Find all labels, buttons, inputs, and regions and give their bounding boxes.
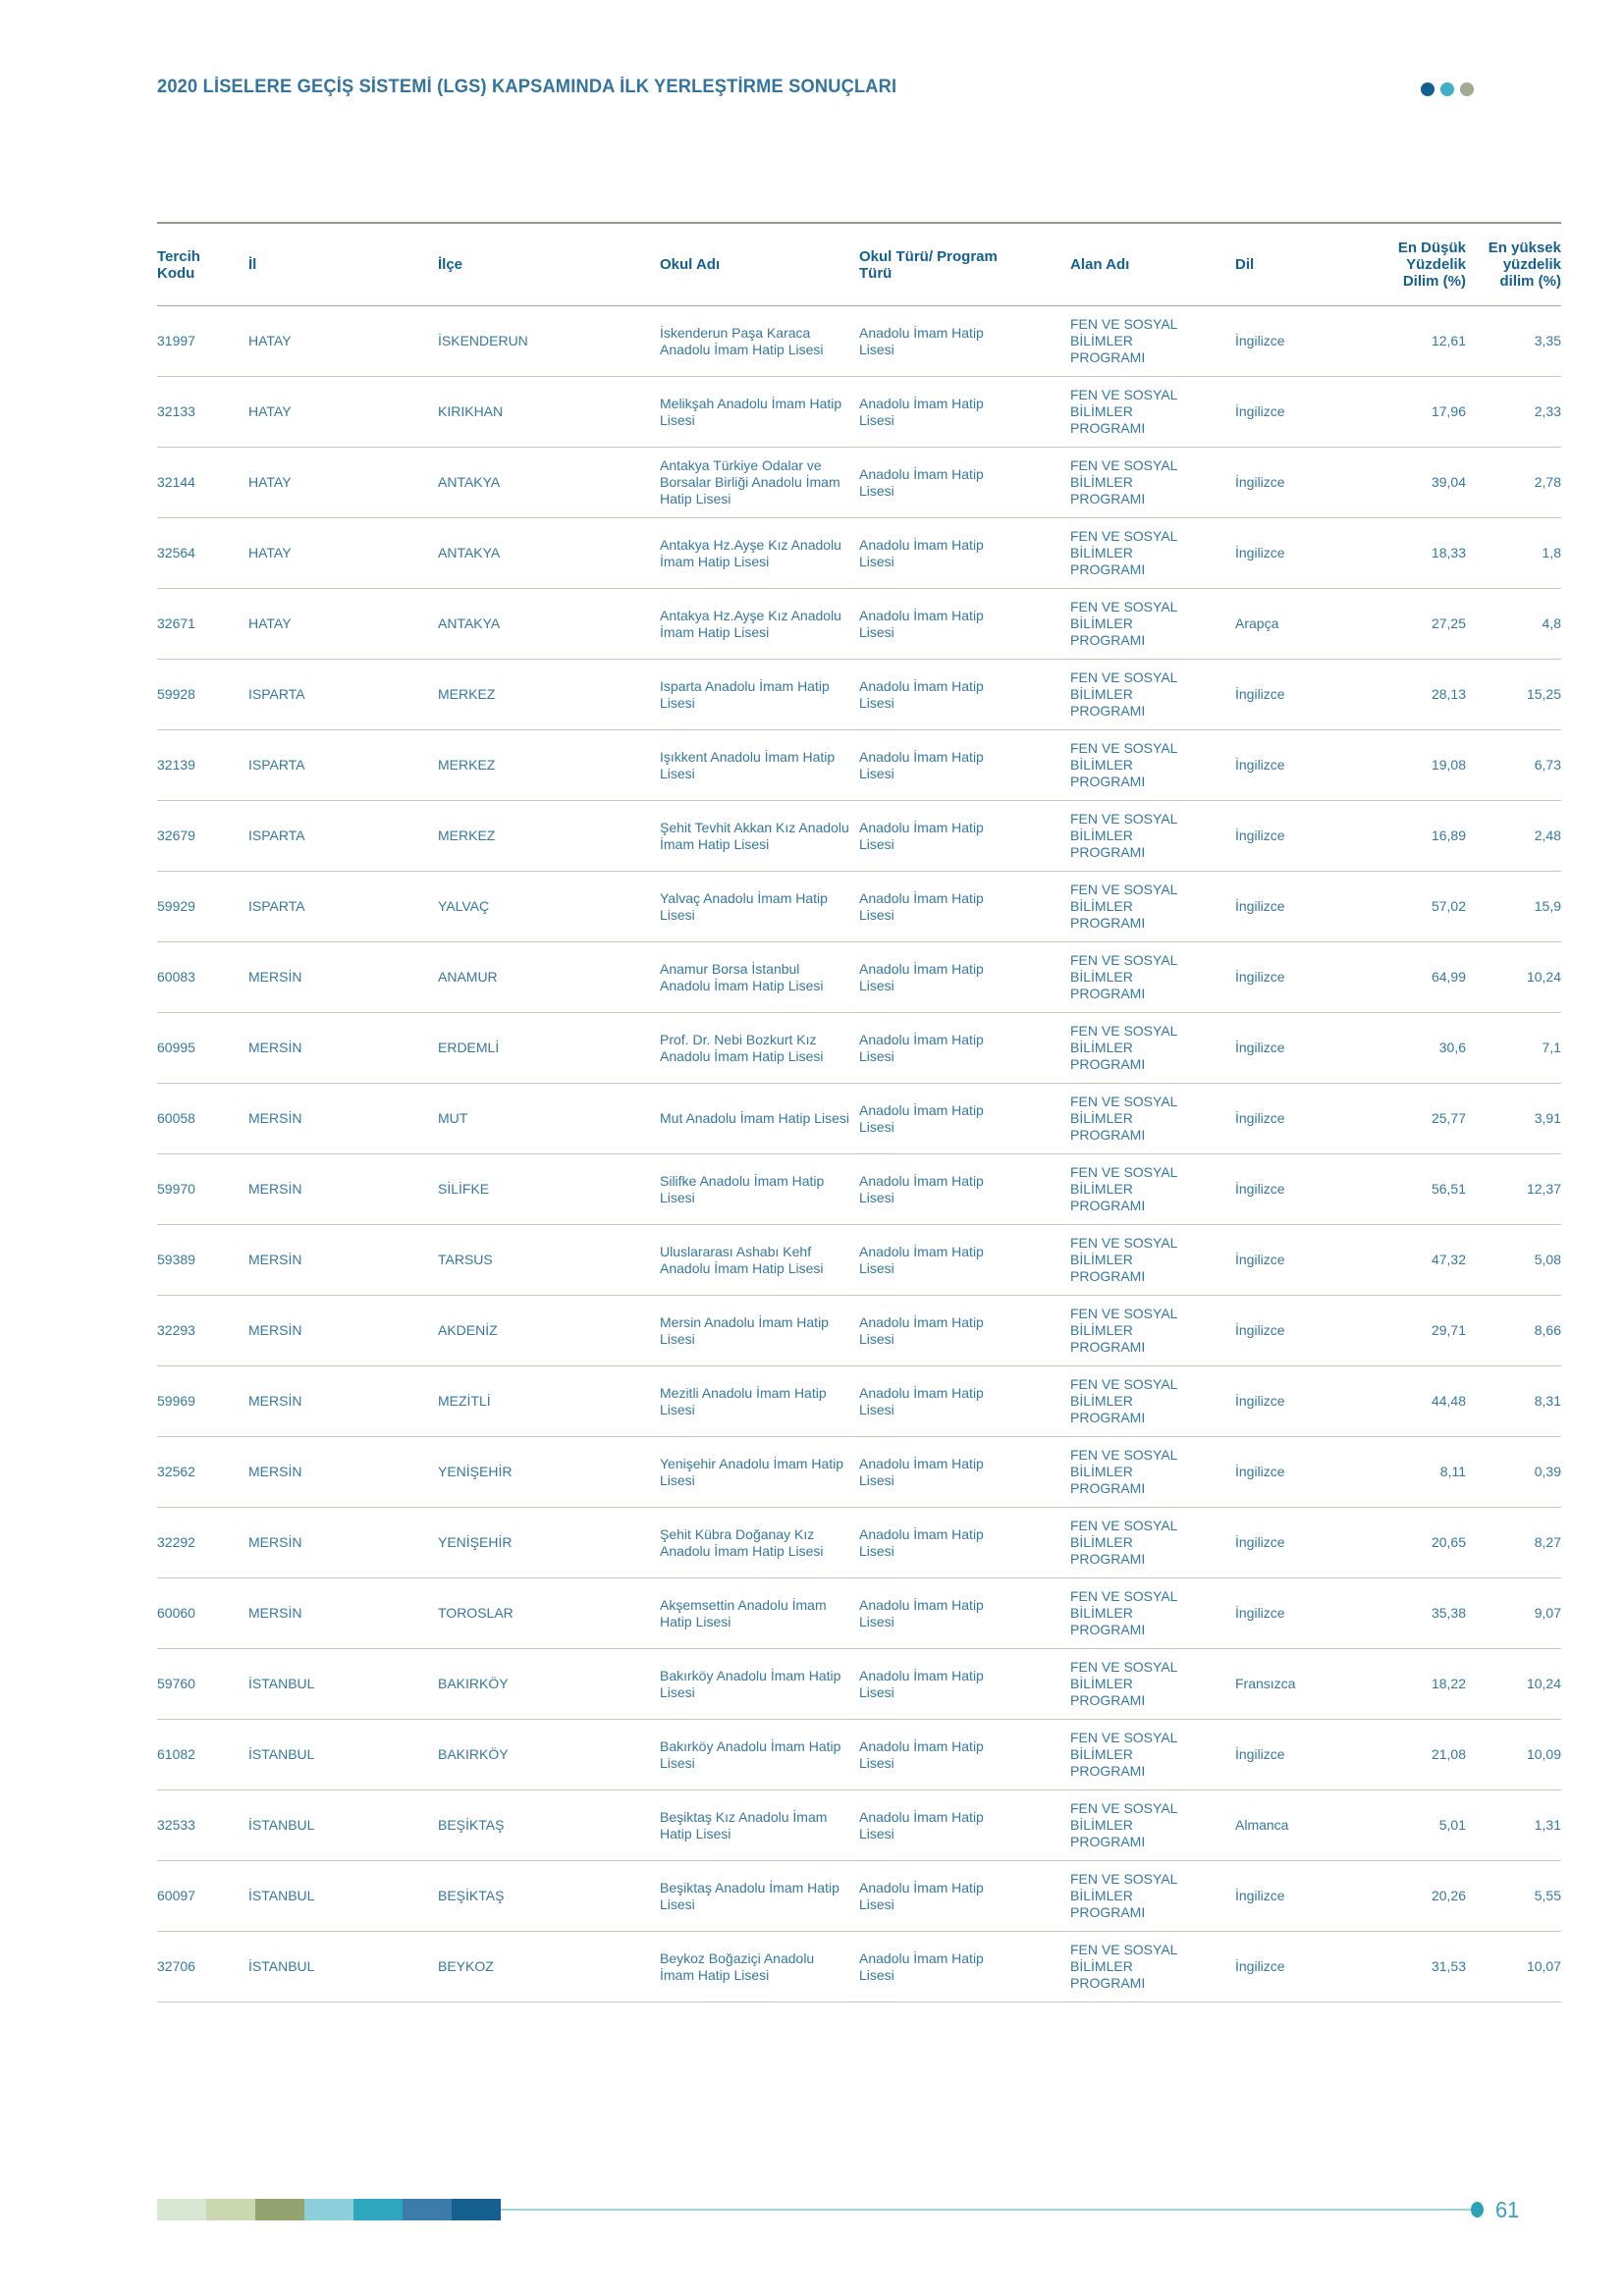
table-cell: TARSUS [438,1252,493,1267]
table-cell: İngilizce [1235,1110,1285,1126]
table-cell: Anadolu İmam Hatip Lisesi [859,1667,984,1700]
table-cell: 7,1 [1542,1040,1561,1055]
table-cell: FEN VE SOSYAL BİLİMLER PROGRAMI [1070,1164,1177,1213]
table-row [157,942,1561,1013]
table-cell: MERSİN [248,1393,302,1409]
table-row [157,1296,1561,1366]
table-cell: ISPARTA [248,828,305,843]
table-cell: Antakya Türkiye Odalar ve Borsalar Birliği Anadolu İmam Hatip Lisesi [660,457,840,507]
table-cell: FEN VE SOSYAL BİLİMLER PROGRAMI [1070,1235,1177,1284]
table-cell: 10,07 [1526,1958,1561,1974]
table-cell: 27,25 [1431,615,1466,631]
table-cell: İngilizce [1235,1958,1285,1974]
table-cell: 8,11 [1439,1464,1466,1479]
table-cell: Beykoz Boğaziçi Anadolu İmam Hatip Lisesi [660,1949,815,1983]
table-cell: 59970 [157,1181,195,1197]
table-cell: İngilizce [1235,1464,1285,1479]
table-cell: AKDENİZ [438,1322,498,1338]
table-header [157,223,1561,306]
table-cell: ANTAKYA [438,474,501,490]
table-cell: Akşemsettin Anadolu İmam Hatip Lisesi [660,1596,827,1629]
table-cell: FEN VE SOSYAL BİLİMLER PROGRAMI [1070,669,1177,719]
column-header: İl [248,256,257,273]
table-row [157,1225,1561,1296]
table-cell: Antakya Hz.Ayşe Kız Anadolu İmam Hatip Lisesi [660,536,841,569]
table-cell: Anadolu İmam Hatip Lisesi [859,607,984,640]
table-cell: FEN VE SOSYAL BİLİMLER PROGRAMI [1070,457,1177,507]
table-cell: 60083 [157,969,195,985]
table-cell: 35,38 [1431,1605,1466,1621]
table-cell: 29,71 [1431,1322,1466,1338]
table-cell: 32533 [157,1817,195,1833]
table-cell: ERDEMLİ [438,1040,500,1055]
table-cell: Şehit Kübra Doğanay Kız Anadolu İmam Hatip Lisesi [660,1525,824,1559]
table-cell: Anadolu İmam Hatip Lisesi [859,1313,984,1347]
column-header: Alan Adı [1070,256,1130,273]
table-cell: Yalvaç Anadolu İmam Hatip Lisesi [660,889,828,923]
table-cell: YENİŞEHİR [438,1534,513,1550]
table-cell: 32139 [157,757,195,773]
table-cell: FEN VE SOSYAL BİLİMLER PROGRAMI [1070,387,1177,436]
table-cell: 60097 [157,1888,195,1903]
table-cell: BEŞİKTAŞ [438,1817,505,1833]
table-cell: MERSİN [248,1110,302,1126]
table-cell: 10,24 [1526,1676,1561,1691]
table-cell: 64,99 [1431,969,1466,985]
table-row [157,1508,1561,1578]
table-row [157,1437,1561,1508]
table-cell: MERSİN [248,1322,302,1338]
table-cell: İSKENDERUN [438,333,528,348]
table-cell: FEN VE SOSYAL BİLİMLER PROGRAMI [1070,316,1177,365]
table-row [157,730,1561,801]
table-cell: İSTANBUL [248,1676,315,1691]
table-cell: MERSİN [248,1464,302,1479]
table-cell: 19,08 [1431,757,1466,773]
table-cell: İngilizce [1235,1534,1285,1550]
table-cell: FEN VE SOSYAL BİLİMLER PROGRAMI [1070,952,1177,1001]
table-cell: YENİŞEHİR [438,1464,513,1479]
table-cell: TOROSLAR [438,1605,514,1621]
table-cell: KIRIKHAN [438,403,504,419]
table-cell: FEN VE SOSYAL BİLİMLER PROGRAMI [1070,1800,1177,1849]
table-cell: 20,26 [1431,1888,1466,1903]
table-row [157,448,1561,518]
table-cell: 1,31 [1534,1817,1561,1833]
table-cell: Beşiktaş Anadolu İmam Hatip Lisesi [660,1879,839,1912]
table-cell: Isparta Anadolu İmam Hatip Lisesi [660,677,830,711]
table-cell: BEŞİKTAŞ [438,1888,505,1903]
table-cell: 28,13 [1431,686,1466,702]
table-cell: İngilizce [1235,686,1285,702]
table-cell: 18,22 [1431,1676,1466,1691]
table-cell: 60995 [157,1040,195,1055]
table-cell: MERKEZ [438,686,496,702]
table-cell: ANAMUR [438,969,498,985]
table-cell: İngilizce [1235,828,1285,843]
table-cell: 10,09 [1526,1746,1561,1762]
table-cell: Almanca [1235,1817,1289,1833]
table-cell: Fransızca [1235,1676,1296,1691]
color-bar-segment [304,2199,353,2220]
table-cell: 32292 [157,1534,195,1550]
table-cell: Uluslararası Ashabı Kehf Anadolu İmam Hatip Lisesi [660,1243,824,1276]
table-cell: 12,37 [1526,1181,1561,1197]
table-cell: 12,61 [1431,333,1466,348]
table-cell: İngilizce [1235,1322,1285,1338]
table-cell: BEYKOZ [438,1958,494,1974]
column-header: Dil [1235,256,1255,273]
table-cell: Anadolu İmam Hatip Lisesi [859,1101,984,1135]
table-cell: İSTANBUL [248,1746,315,1762]
table-cell: Anadolu İmam Hatip Lisesi [859,1172,984,1205]
table-cell: 5,55 [1534,1888,1561,1903]
table-cell: 2,78 [1534,474,1561,490]
table-cell: HATAY [248,545,292,561]
table-cell: İskenderun Paşa Karaca Anadolu İmam Hatip Lisesi [660,324,824,357]
table-cell: 18,33 [1431,545,1466,561]
table-cell: 59389 [157,1252,195,1267]
table-cell: 39,04 [1431,474,1466,490]
table-row [157,1084,1561,1154]
table-cell: 32671 [157,615,195,631]
table-cell: Işıkkent Anadolu İmam Hatip Lisesi [660,748,836,781]
table-cell: Anadolu İmam Hatip Lisesi [859,1596,984,1629]
table-cell: 31,53 [1431,1958,1466,1974]
footer-rule-line [501,2209,1471,2211]
table-row [157,1932,1561,2002]
table-cell: 32144 [157,474,195,490]
header-dots-decoration [1421,82,1474,96]
table-cell: Silifke Anadolu İmam Hatip Lisesi [660,1172,825,1205]
table-cell: Anadolu İmam Hatip Lisesi [859,889,984,923]
table-row [157,1154,1561,1225]
color-bar-segment [206,2199,255,2220]
table-row [157,1013,1561,1084]
table-cell: FEN VE SOSYAL BİLİMLER PROGRAMI [1070,528,1177,577]
column-header: En Düşük Yüzdelik Dilim (%) [1397,240,1466,290]
table-cell: Anadolu İmam Hatip Lisesi [859,677,984,711]
table-cell: Anadolu İmam Hatip Lisesi [859,1455,984,1488]
table-cell: 2,48 [1534,828,1561,843]
table-cell: 32679 [157,828,195,843]
table-cell: ANTAKYA [438,615,501,631]
color-bar-segment [353,2199,403,2220]
table-cell: 47,32 [1431,1252,1466,1267]
table-cell: ANTAKYA [438,545,501,561]
table-cell: MERSİN [248,1605,302,1621]
table-cell: 5,08 [1534,1252,1561,1267]
table-cell: Anadolu İmam Hatip Lisesi [859,1949,984,1983]
table-cell: Mezitli Anadolu İmam Hatip Lisesi [660,1384,827,1417]
table-cell: İngilizce [1235,969,1285,985]
table-cell: İngilizce [1235,474,1285,490]
table-cell: FEN VE SOSYAL BİLİMLER PROGRAMI [1070,599,1177,648]
table-cell: 32562 [157,1464,195,1479]
table-cell: FEN VE SOSYAL BİLİMLER PROGRAMI [1070,1659,1177,1708]
table-cell: FEN VE SOSYAL BİLİMLER PROGRAMI [1070,1871,1177,1920]
table-cell: İngilizce [1235,898,1285,914]
table-cell: FEN VE SOSYAL BİLİMLER PROGRAMI [1070,1730,1177,1779]
table-cell: 30,6 [1438,1040,1466,1055]
table-cell: 56,51 [1431,1181,1466,1197]
table-row [157,1790,1561,1861]
table-cell: Antakya Hz.Ayşe Kız Anadolu İmam Hatip Lisesi [660,607,841,640]
table-cell: 44,48 [1431,1393,1466,1409]
table-cell: 59929 [157,898,195,914]
placement-results-table [157,222,1561,2002]
table-row [157,1578,1561,1649]
footer-dot-icon [1471,2202,1484,2217]
table-cell: YALVAÇ [438,898,490,914]
table-cell: FEN VE SOSYAL BİLİMLER PROGRAMI [1070,1376,1177,1425]
table-cell: Mut Anadolu İmam Hatip Lisesi [660,1110,849,1126]
table-cell: HATAY [248,333,292,348]
table-cell: 15,9 [1534,898,1561,914]
table-cell: ISPARTA [248,686,305,702]
table-cell: HATAY [248,403,292,419]
table-cell: Anadolu İmam Hatip Lisesi [859,324,984,357]
table-cell: MERSİN [248,969,302,985]
table-cell: Anadolu İmam Hatip Lisesi [859,1384,984,1417]
table-cell: 0,39 [1534,1464,1561,1479]
table-cell: MERSİN [248,1252,302,1267]
table-cell: 59928 [157,686,195,702]
table-cell: MERKEZ [438,757,496,773]
table-row [157,872,1561,942]
table-cell: Beşiktaş Kız Anadolu İmam Hatip Lisesi [660,1808,828,1842]
table-cell: FEN VE SOSYAL BİLİMLER PROGRAMI [1070,1023,1177,1072]
header-dot-icon [1421,82,1435,96]
table-cell: İngilizce [1235,403,1285,419]
table-row [157,306,1561,377]
table-cell: İngilizce [1235,1181,1285,1197]
table-cell: 8,27 [1534,1534,1561,1550]
table-cell: Anadolu İmam Hatip Lisesi [859,1525,984,1559]
table-cell: 10,24 [1526,969,1561,985]
table-row [157,1649,1561,1720]
table-cell: 15,25 [1526,686,1561,702]
column-header: Tercih Kodu [157,247,200,282]
table-cell: Bakırköy Anadolu İmam Hatip Lisesi [660,1737,841,1771]
color-bar-segment [452,2199,501,2220]
table-cell: HATAY [248,474,292,490]
table-cell: Anadolu İmam Hatip Lisesi [859,1031,984,1064]
table-cell: Anadolu İmam Hatip Lisesi [859,536,984,569]
table-cell: FEN VE SOSYAL BİLİMLER PROGRAMI [1070,740,1177,789]
table-cell: 59969 [157,1393,195,1409]
table-cell: FEN VE SOSYAL BİLİMLER PROGRAMI [1070,881,1177,931]
table-cell: 60060 [157,1605,195,1621]
table-cell: MERSİN [248,1534,302,1550]
table-cell: İngilizce [1235,1252,1285,1267]
column-header: İlçe [438,256,463,273]
table-cell: Anadolu İmam Hatip Lisesi [859,1243,984,1276]
color-bar-segment [403,2199,452,2220]
table-row [157,518,1561,589]
table-cell: 32706 [157,1958,195,1974]
table-cell: 21,08 [1431,1746,1466,1762]
table-cell: ISPARTA [248,898,305,914]
table-row [157,377,1561,448]
table-cell: 9,07 [1534,1605,1561,1621]
column-header: En yüksek yüzdelik dilim (%) [1488,240,1561,290]
table-cell: İngilizce [1235,1888,1285,1903]
table-cell: Anadolu İmam Hatip Lisesi [859,465,984,499]
table-cell: FEN VE SOSYAL BİLİMLER PROGRAMI [1070,1942,1177,1991]
table-cell: 8,31 [1534,1393,1561,1409]
table-cell: HATAY [248,615,292,631]
table-cell: MUT [438,1110,468,1126]
table-body [157,306,1561,2002]
table-row [157,1861,1561,1932]
table-cell: 32293 [157,1322,195,1338]
table-cell: 32133 [157,403,195,419]
table-cell: BAKIRKÖY [438,1676,509,1691]
table-cell: İngilizce [1235,1393,1285,1409]
table-cell: Arapça [1235,615,1279,631]
table-cell: BAKIRKÖY [438,1746,509,1762]
table-cell: FEN VE SOSYAL BİLİMLER PROGRAMI [1070,1094,1177,1143]
table-cell: Anadolu İmam Hatip Lisesi [859,960,984,993]
table-cell: İngilizce [1235,1746,1285,1762]
table-cell: Anadolu İmam Hatip Lisesi [859,819,984,852]
table-cell: Anadolu İmam Hatip Lisesi [859,395,984,428]
table-header-row [157,223,1561,306]
table-cell: 6,73 [1534,757,1561,773]
table-cell: ISPARTA [248,757,305,773]
table-cell: 60058 [157,1110,195,1126]
table-cell: FEN VE SOSYAL BİLİMLER PROGRAMI [1070,1588,1177,1637]
table-cell: Mersin Anadolu İmam Hatip Lisesi [660,1313,829,1347]
table-cell: FEN VE SOSYAL BİLİMLER PROGRAMI [1070,1306,1177,1355]
page-title: 2020 LİSELERE GEÇİŞ SİSTEMİ (LGS) KAPSAMINDA İLK YERLEŞTİRME SONUÇLARI [157,77,897,97]
table-cell: Anadolu İmam Hatip Lisesi [859,1879,984,1912]
color-bar-segment [255,2199,304,2220]
header-dot-icon [1440,82,1454,96]
table-row [157,1366,1561,1437]
table-cell: FEN VE SOSYAL BİLİMLER PROGRAMI [1070,1447,1177,1496]
table-cell: İngilizce [1235,545,1285,561]
table-cell: 8,66 [1534,1322,1561,1338]
table-cell: 16,89 [1431,828,1466,843]
table-cell: 5,01 [1438,1817,1466,1833]
table-cell: İSTANBUL [248,1958,315,1974]
table-cell: İngilizce [1235,757,1285,773]
table-cell: Anamur Borsa İstanbul Anadolu İmam Hatip Lisesi [660,960,824,993]
table-cell: Melikşah Anadolu İmam Hatip Lisesi [660,395,842,428]
table-cell: Yenişehir Anadolu İmam Hatip Lisesi [660,1455,844,1488]
table-row [157,589,1561,660]
table-cell: FEN VE SOSYAL BİLİMLER PROGRAMI [1070,811,1177,860]
table-cell: 3,91 [1534,1110,1561,1126]
table-cell: 61082 [157,1746,195,1762]
table-cell: 1,8 [1542,545,1561,561]
table-cell: 17,96 [1431,403,1466,419]
color-bar-segment [157,2199,206,2220]
table-cell: İngilizce [1235,1040,1285,1055]
table-cell: MERSİN [248,1181,302,1197]
table-cell: İSTANBUL [248,1888,315,1903]
table-cell: İngilizce [1235,1605,1285,1621]
table-cell: 4,8 [1542,615,1561,631]
table-cell: MERKEZ [438,828,496,843]
table-cell: Anadolu İmam Hatip Lisesi [859,1737,984,1771]
page-number: 61 [1495,2197,1520,2222]
table-cell: Anadolu İmam Hatip Lisesi [859,748,984,781]
table-cell: İngilizce [1235,333,1285,348]
table-cell: 2,33 [1534,403,1561,419]
table-cell: MEZİTLİ [438,1393,491,1409]
header-dot-icon [1460,82,1474,96]
table-row [157,660,1561,730]
column-header: Okul Adı [660,256,721,273]
table-cell: MERSİN [248,1040,302,1055]
table-cell: 20,65 [1431,1534,1466,1550]
table-cell: Anadolu İmam Hatip Lisesi [859,1808,984,1842]
table-row [157,1720,1561,1790]
table-cell: 3,35 [1534,333,1561,348]
table-cell: Prof. Dr. Nebi Bozkurt Kız Anadolu İmam Hatip Lisesi [660,1031,824,1064]
table-cell: 32564 [157,545,195,561]
table-cell: Bakırköy Anadolu İmam Hatip Lisesi [660,1667,841,1700]
table-cell: Şehit Tevhit Akkan Kız Anadolu İmam Hatip Lisesi [660,819,849,852]
table-cell: İSTANBUL [248,1817,315,1833]
table-cell: SİLİFKE [438,1181,490,1197]
table-cell: 57,02 [1431,898,1466,914]
table-row [157,801,1561,872]
footer-color-bar [157,2199,501,2220]
table-cell: 59760 [157,1676,195,1691]
column-header: Okul Türü/ Program Türü [859,247,998,282]
table-cell: FEN VE SOSYAL BİLİMLER PROGRAMI [1070,1518,1177,1567]
table-cell: 31997 [157,333,195,348]
table-cell: 25,77 [1431,1110,1466,1126]
